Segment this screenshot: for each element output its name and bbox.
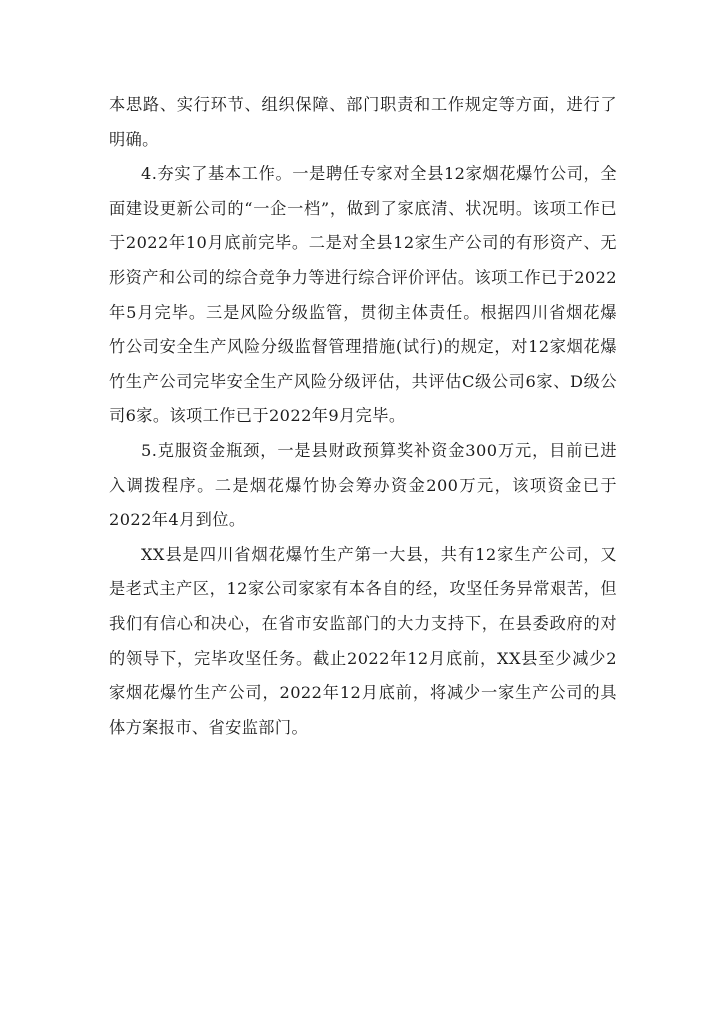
document-body — [109, 88, 617, 745]
paragraph-item-4: 4.夯实了基本工作。一是聘任专家对全县12家烟花爆竹公司，全面建设更新公司的“一企一档”，做到了家底清、状况明。该项工作已于2022年10月底前完毕。二是对全县12家生产公司的有形资产、无形资产和公司的综合竞争力等进行综合评价评估。该项工作已于2022年5月完毕。三是风险分级监管，贯彻主体责任。根据四川省烟花爆竹公司安全生产风险分级监督管理措施(试行)的规定，对12家烟花爆竹生产公司完毕安全生产风险分级评估，共评估C级公司6家、D级公司6家。该项工作已于2022年9月完毕。 — [109, 164, 617, 426]
paragraph-item-5: 5.克服资金瓶颈，一是县财政预算奖补资金300万元，目前已进入调拨程序。二是烟花爆竹协会筹办资金200万元，该项资金已于2022年4月到位。 — [109, 440, 617, 530]
paragraph-continuation: 本思路、实行环节、组织保障、部门职责和工作规定等方面，进行了明确。 — [109, 95, 617, 149]
paragraph-summary: XX县是四川省烟花爆竹生产第一大县，共有12家生产公司，又是老式主产区，12家公司家家有本各自的经，攻坚任务异常艰苦，但我们有信心和决心，在省市安监部门的大力支持下，在县委政府的对的领导下，完毕攻坚任务。截止2022年12月底前，XX县至少减少2家烟花爆竹生产公司，2022年12月底前，将减少一家生产公司的具体方案报市、省安监部门。 — [109, 544, 617, 737]
